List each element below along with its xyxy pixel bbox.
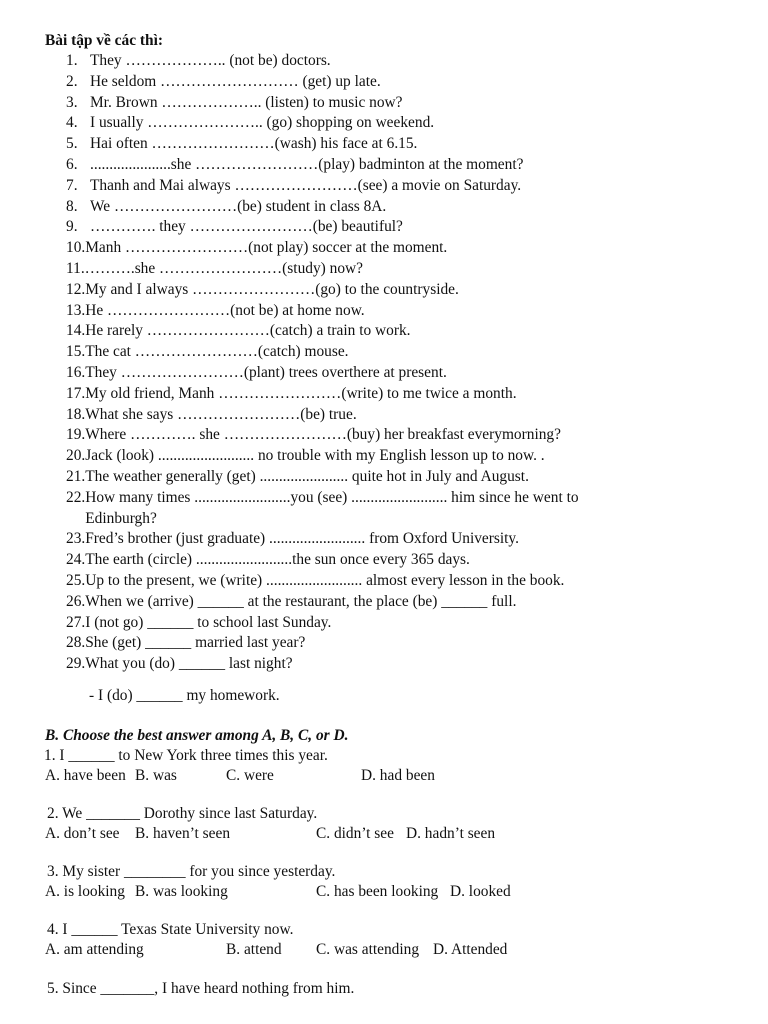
item-text: He ……………………(not be) at home now. <box>85 301 365 319</box>
item-text: What you (do) ______ last night? <box>85 655 293 673</box>
item-text: He seldom ……………………… (get) up late. <box>90 72 381 90</box>
list-item <box>66 259 666 280</box>
item-text: Jack (look) ......................... no trouble with my English lesson up to now. . <box>85 447 545 465</box>
item-text: …………. they ……………………(be) beautiful? <box>90 218 403 236</box>
item-text: How many times .........................you (see) ......................... him since he went to Edinburgh? <box>85 488 579 527</box>
list-item <box>66 321 666 342</box>
item-number: 3. <box>66 93 78 111</box>
item-number: 13. <box>66 301 86 319</box>
item-number: 27. <box>66 613 86 631</box>
item-text: Mr. Brown ……………….. (listen) to music now? <box>90 93 403 111</box>
list-item <box>66 467 666 488</box>
item-number: 19. <box>66 426 86 444</box>
item-text: Manh ……………………(not play) soccer at the moment. <box>85 239 448 257</box>
list-item <box>66 197 666 218</box>
option-b[interactable]: B. haven’t seen <box>135 825 231 842</box>
list-item <box>66 217 666 238</box>
list-item <box>66 280 666 301</box>
item-number: 23. <box>66 530 86 548</box>
option-d[interactable]: D. hadn’t seen <box>406 825 496 842</box>
item-text: My and I always ……………………(go) to the countryside. <box>85 280 459 298</box>
item-text: The earth (circle) .........................the sun once every 365 days. <box>85 551 470 569</box>
item-text: ……….she ……………………(study) now? <box>84 259 363 277</box>
list-item <box>66 93 666 114</box>
item-number: 25. <box>66 571 86 589</box>
page-title: Bài tập về các thì: <box>45 32 163 49</box>
section-b-title: B. Choose the best answer among A, B, C, or D. <box>45 727 349 744</box>
item-number: 8. <box>66 197 78 215</box>
item-text: .....................she ……………………(play) badminton at the moment? <box>90 155 524 173</box>
list-item <box>66 342 666 363</box>
item-text: Where …………. she ……………………(buy) her breakfast everymorning? <box>85 426 561 444</box>
item-text: She (get) ______ married last year? <box>85 634 306 652</box>
item-number: 18. <box>66 405 86 423</box>
list-item <box>66 155 666 176</box>
list-item <box>66 425 666 446</box>
list-item <box>66 113 666 134</box>
item-text: I (not go) ______ to school last Sunday. <box>85 613 332 631</box>
answer-line: - I (do) ______ my homework. <box>89 687 280 704</box>
list-item <box>66 384 666 405</box>
list-item <box>66 613 666 634</box>
question-5: 5. Since _______, I have heard nothing from him. <box>47 980 355 997</box>
item-number: 12. <box>66 280 86 298</box>
option-d[interactable]: D. had been <box>361 767 435 784</box>
item-number: 7. <box>66 176 78 194</box>
item-number: 29. <box>66 655 86 673</box>
option-b[interactable]: B. was <box>135 767 177 784</box>
list-item <box>66 176 666 197</box>
item-number: 28. <box>66 634 86 652</box>
item-text: We ……………………(be) student in class 8A. <box>90 197 387 215</box>
item-text: The weather generally (get) ....................... quite hot in July and August. <box>85 467 529 485</box>
option-d[interactable]: D. looked <box>450 883 511 900</box>
item-number: 16. <box>66 363 86 381</box>
option-c[interactable]: C. were <box>226 767 274 784</box>
item-number: 17. <box>66 384 86 402</box>
list-item <box>66 72 666 93</box>
option-b[interactable]: B. was looking <box>135 883 228 900</box>
option-a[interactable]: A. have been <box>45 767 126 784</box>
list-item <box>66 446 666 467</box>
item-text: What she says ……………………(be) true. <box>85 405 357 423</box>
item-text: Hai often ……………………(wash) his face at 6.15. <box>90 135 418 153</box>
item-number: 15. <box>66 343 86 361</box>
question-3: 3. My sister ________ for you since yesterday. <box>47 863 336 880</box>
item-number: 22. <box>66 488 86 506</box>
item-number: 9. <box>66 218 78 236</box>
item-text: I usually ………………….. (go) shopping on weekend. <box>90 114 435 132</box>
item-number: 5. <box>66 135 78 153</box>
item-number: 10. <box>66 239 86 257</box>
question-4: 4. I ______ Texas State University now. <box>47 921 294 938</box>
option-d[interactable]: D. Attended <box>433 941 508 958</box>
option-b[interactable]: B. attend <box>226 941 282 958</box>
item-number: 11. <box>66 259 85 277</box>
option-c[interactable]: C. didn’t see <box>316 825 394 842</box>
question-1: 1. I ______ to New York three times this year. <box>44 747 328 764</box>
item-number: 26. <box>66 592 86 610</box>
list-item <box>66 301 666 322</box>
item-text: They ……………………(plant) trees overthere at present. <box>85 363 447 381</box>
question-2: 2. We _______ Dorothy since last Saturday. <box>47 805 318 822</box>
item-text: They ……………….. (not be) doctors. <box>90 52 331 69</box>
list-item <box>66 571 666 592</box>
item-number: 14. <box>66 322 86 340</box>
item-text: Fred’s brother (just graduate) ......................... from Oxford University. <box>85 530 519 548</box>
item-number: 21. <box>66 467 86 485</box>
list-item <box>66 529 666 550</box>
list-item <box>66 134 666 155</box>
list-item <box>66 488 666 530</box>
item-text: Thanh and Mai always ……………………(see) a movie on Saturday. <box>90 176 522 194</box>
item-number: 4. <box>66 114 78 132</box>
item-text: The cat ……………………(catch) mouse. <box>85 343 349 361</box>
list-item <box>66 633 666 654</box>
list-item <box>66 51 666 72</box>
item-text: He rarely ……………………(catch) a train to work. <box>85 322 411 340</box>
option-c[interactable]: C. has been looking <box>316 883 439 900</box>
item-number: 24. <box>66 551 86 569</box>
exercise-list <box>66 51 666 675</box>
option-a[interactable]: A. am attending <box>45 941 144 958</box>
option-a[interactable]: A. is looking <box>45 883 125 900</box>
option-c[interactable]: C. was attending <box>316 941 420 958</box>
list-item <box>66 654 666 675</box>
list-item <box>66 592 666 613</box>
item-text: My old friend, Manh ……………………(write) to me twice a month. <box>85 384 517 402</box>
item-number: 1. <box>66 52 78 69</box>
item-text: When we (arrive) ______ at the restaurant, the place (be) ______ full. <box>85 592 517 610</box>
list-item <box>66 550 666 571</box>
item-text: Up to the present, we (write) ......................... almost every lesson in the book. <box>85 571 565 589</box>
item-number: 6. <box>66 155 78 173</box>
list-item <box>66 405 666 426</box>
item-number: 2. <box>66 72 78 90</box>
list-item <box>66 238 666 259</box>
option-a[interactable]: A. don’t see <box>45 825 120 842</box>
item-number: 20. <box>66 447 86 465</box>
list-item <box>66 363 666 384</box>
